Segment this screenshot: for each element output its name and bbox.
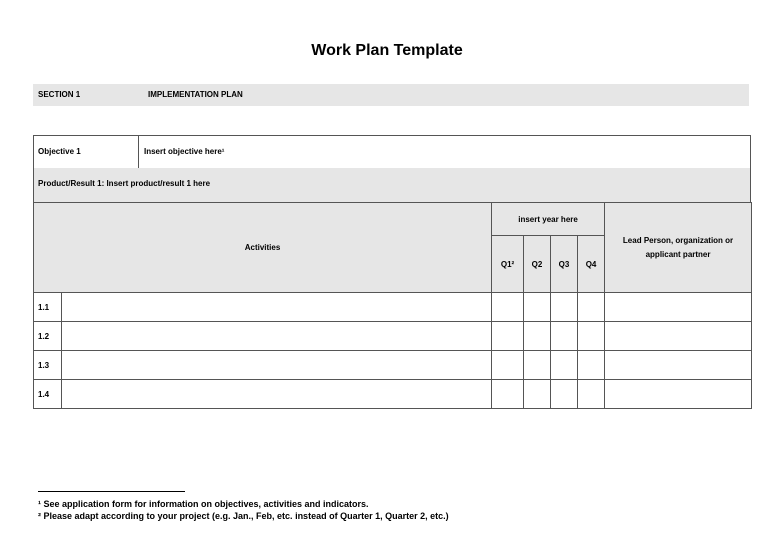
page-title: Work Plan Template xyxy=(311,42,463,59)
q1-cell[interactable] xyxy=(492,351,524,380)
section-label: SECTION 1 xyxy=(38,90,81,99)
q3-cell[interactable] xyxy=(551,322,578,351)
lead-person-header: Lead Person, organization or applicant partner xyxy=(605,203,752,293)
lead-person-cell[interactable] xyxy=(605,380,752,409)
year-header[interactable]: insert year here xyxy=(492,203,605,236)
section-name: IMPLEMENTATION PLAN xyxy=(148,90,243,99)
q3-cell[interactable] xyxy=(551,380,578,409)
row-number: 1.3 xyxy=(34,351,62,380)
activity-cell[interactable] xyxy=(62,322,492,351)
q2-cell[interactable] xyxy=(524,351,551,380)
objective-value-field[interactable]: Insert objective here¹ xyxy=(144,147,225,156)
product-result-row xyxy=(33,168,751,203)
footnotes xyxy=(38,498,449,522)
q4-cell[interactable] xyxy=(578,351,605,380)
q3-cell[interactable] xyxy=(551,293,578,322)
quarter-header-q4: Q4 xyxy=(578,236,605,293)
quarter-header-q1: Q1² xyxy=(492,236,524,293)
activity-cell[interactable] xyxy=(62,380,492,409)
row-number: 1.1 xyxy=(34,293,62,322)
activities-header: Activities xyxy=(34,203,492,293)
activity-cell[interactable] xyxy=(62,351,492,380)
quarter-header-q2: Q2 xyxy=(524,236,551,293)
lead-person-cell[interactable] xyxy=(605,322,752,351)
q2-cell[interactable] xyxy=(524,293,551,322)
activity-cell[interactable] xyxy=(62,293,492,322)
q4-cell[interactable] xyxy=(578,322,605,351)
footnote-separator xyxy=(38,491,185,492)
q4-cell[interactable] xyxy=(578,380,605,409)
q1-cell[interactable] xyxy=(492,322,524,351)
q4-cell[interactable] xyxy=(578,293,605,322)
lead-person-cell[interactable] xyxy=(605,293,752,322)
table-row xyxy=(34,322,752,351)
row-number: 1.2 xyxy=(34,322,62,351)
footnote-1: ¹ See application form for information on objectives, activities and indicators. xyxy=(38,499,369,509)
table-row xyxy=(34,380,752,409)
table-row xyxy=(34,351,752,380)
objective-divider xyxy=(138,136,139,168)
table-row xyxy=(34,293,752,322)
row-number: 1.4 xyxy=(34,380,62,409)
section-header xyxy=(33,84,749,106)
q2-cell[interactable] xyxy=(524,322,551,351)
quarter-header-q3: Q3 xyxy=(551,236,578,293)
lead-person-cell[interactable] xyxy=(605,351,752,380)
q3-cell[interactable] xyxy=(551,351,578,380)
work-plan-table xyxy=(33,202,752,409)
product-result-field[interactable]: Product/Result 1: Insert product/result 1 here xyxy=(38,179,211,188)
objective-label: Objective 1 xyxy=(38,147,81,156)
footnote-2: ² Please adapt according to your project (e.g. Jan., Feb, etc. instead of Quarter 1, Quarter 2, etc.) xyxy=(38,511,449,521)
q1-cell[interactable] xyxy=(492,380,524,409)
objective-row xyxy=(33,135,751,169)
q1-cell[interactable] xyxy=(492,293,524,322)
q2-cell[interactable] xyxy=(524,380,551,409)
